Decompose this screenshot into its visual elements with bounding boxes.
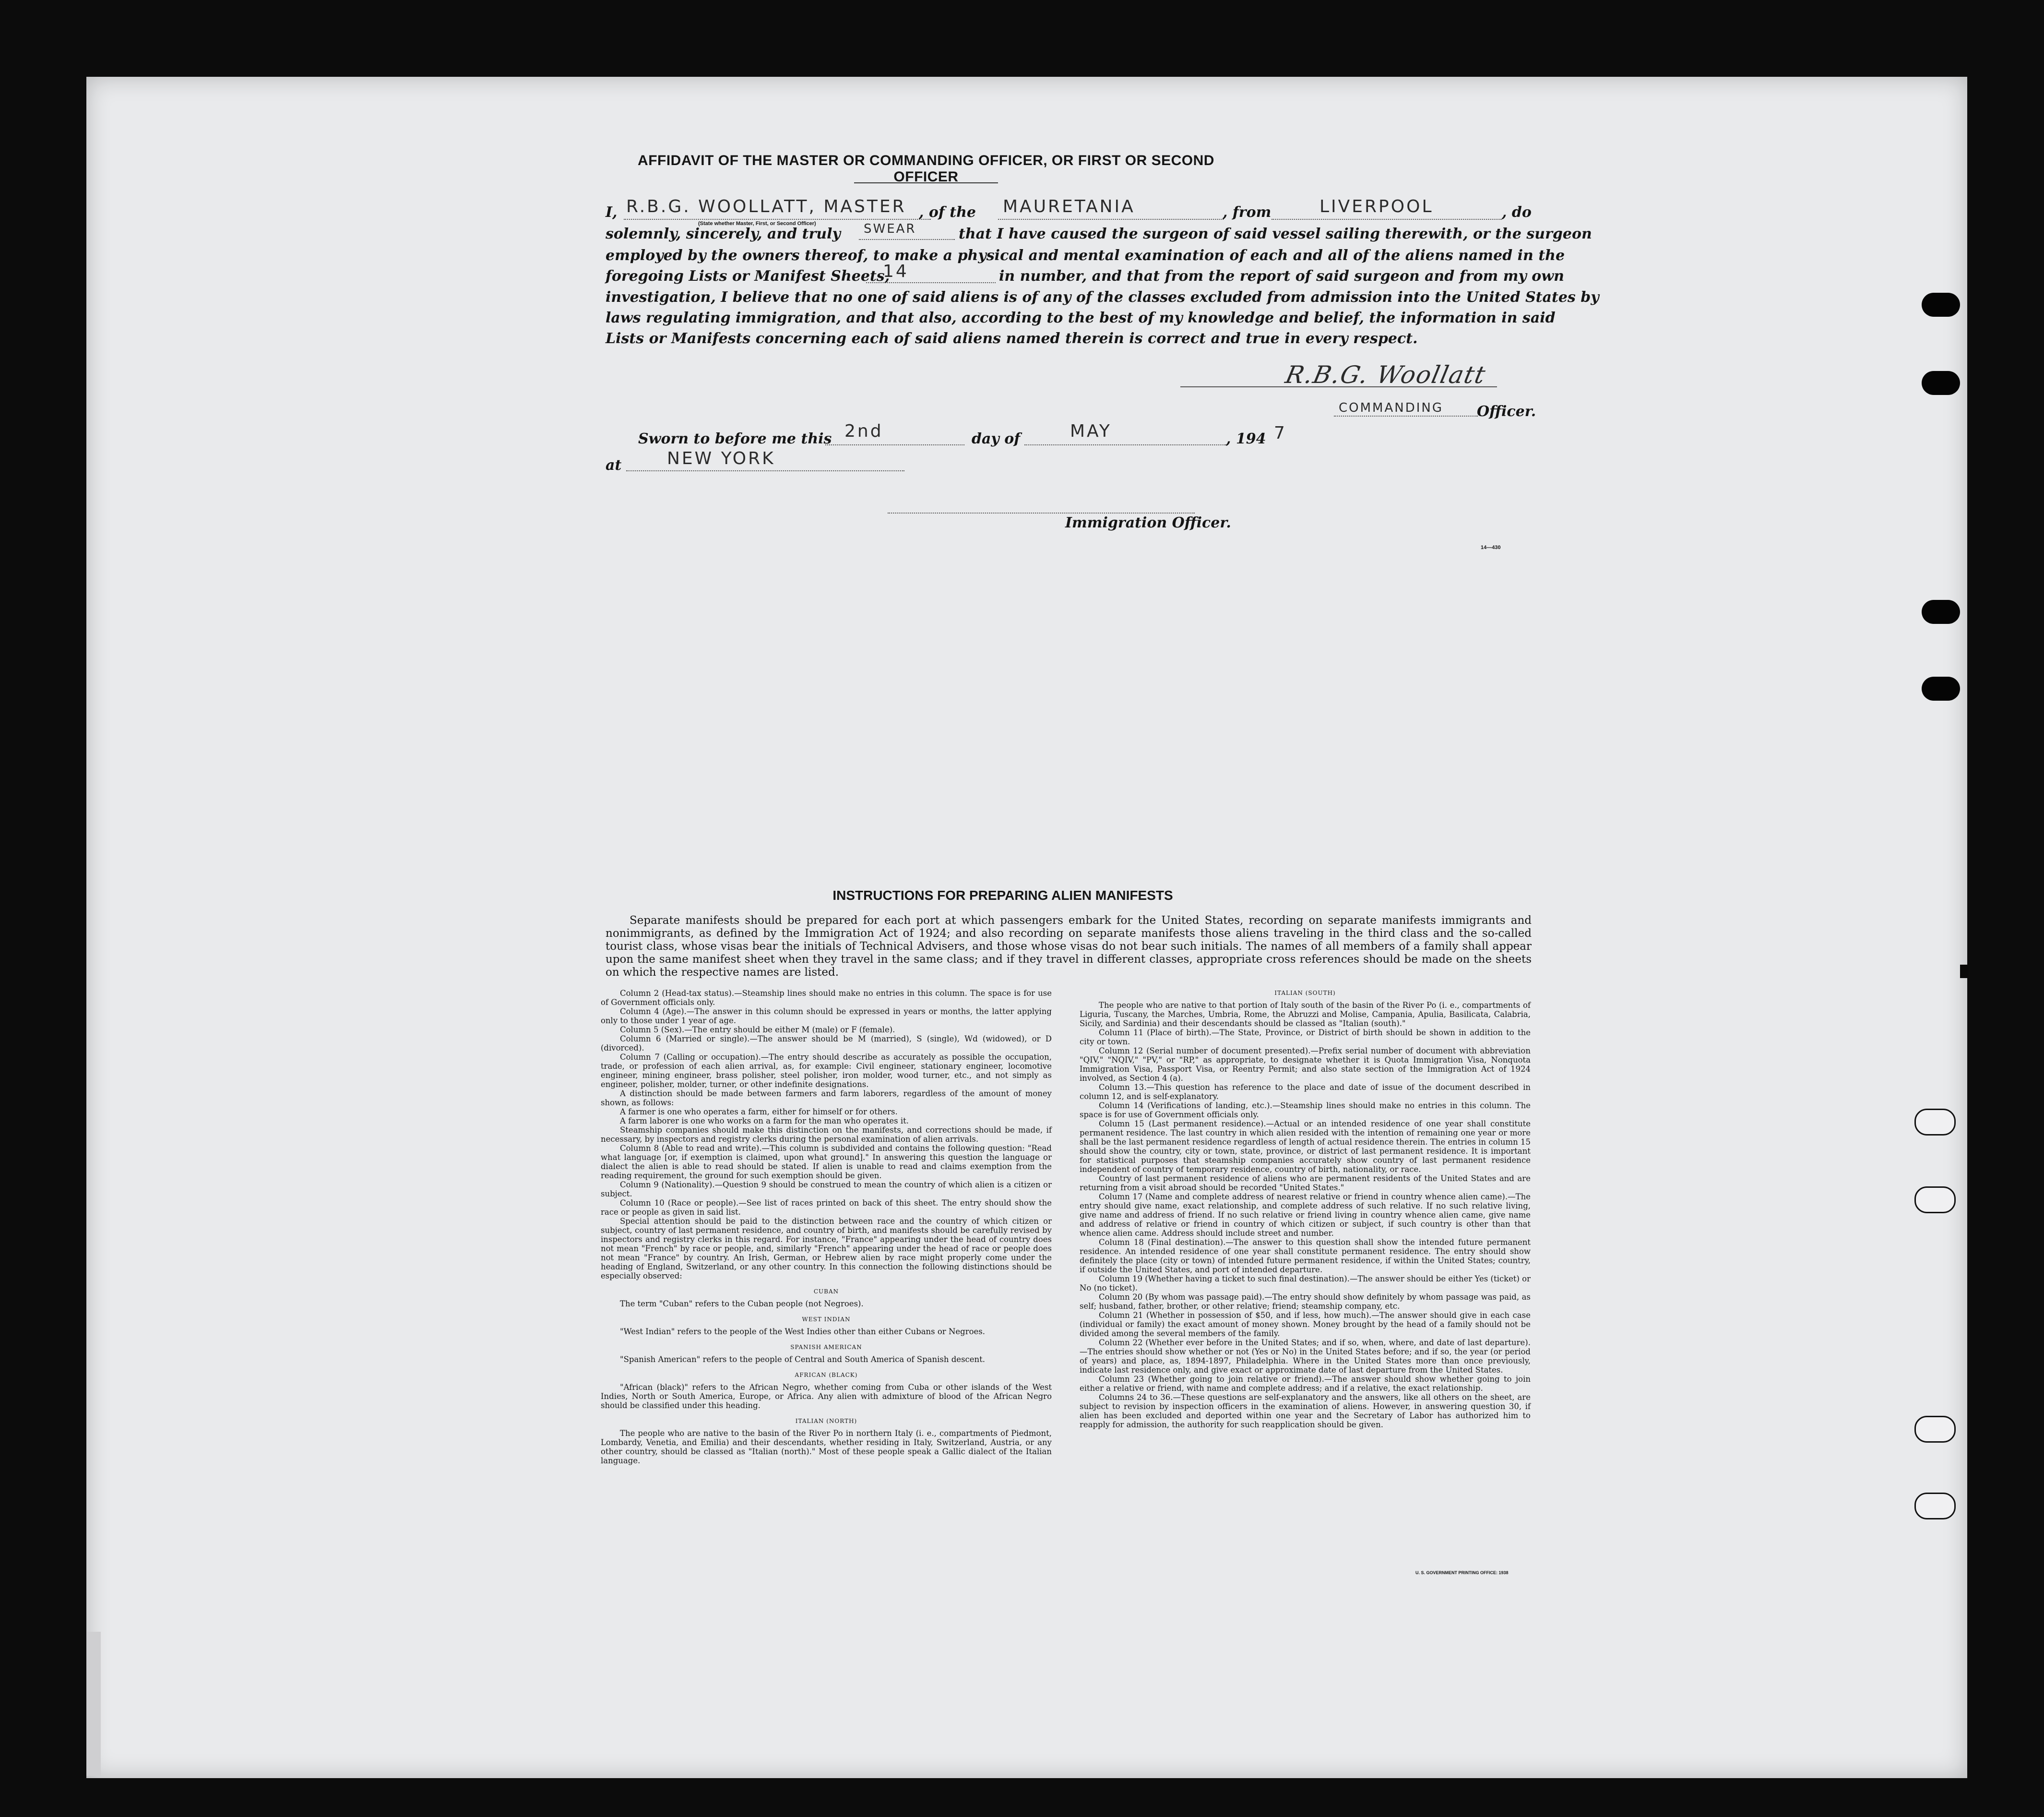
text-west-indian: "West Indian" refers to the people of the West Indies other than either Cubans or Negroes. bbox=[620, 1327, 986, 1336]
punch-hole bbox=[1922, 293, 1960, 317]
word-officer: Officer. bbox=[1477, 403, 1536, 420]
instruction-paragraph: Column 8 (Able to read and write).—This column is subdivided and contains the following question: "Read what language [or, if exemption is claimed, upon what ground]." In answering this question the language or dialect the alien is able to read should be stated. If alien is unable to read and claims exemption from the reading requirement, the ground for such exemption should be given. bbox=[601, 1144, 1052, 1180]
sworn-day: 2nd bbox=[844, 421, 883, 441]
line-2b: that I have caused the surgeon of said vessel sailing therewith, or the surgeon bbox=[959, 226, 1592, 242]
sworn-year-digit: 7 bbox=[1274, 423, 1287, 443]
instruction-paragraph: Columns 24 to 36.—These questions are self-explanatory and the answers, like all others on the sheet, are subject to revision by inspection officers in the examination of aliens. However, in answering question 30, if alien has been excluded and deported within one year and the Secretary of Labor has authorized him to reapply for admission, the authority for such reapplication should be given. bbox=[1080, 1393, 1531, 1429]
vessel-line bbox=[998, 219, 1224, 220]
affidavit-title: AFFIDAVIT OF THE MASTER OR COMMANDING OFFICER, OR FIRST OR SECOND OFFICER bbox=[638, 153, 1214, 185]
word-from: , from bbox=[1223, 204, 1272, 221]
word-do: , do bbox=[1502, 204, 1532, 221]
heading-west-indian: WEST INDIAN bbox=[802, 1316, 851, 1323]
sworn-place-line bbox=[626, 470, 904, 471]
ink-mark bbox=[1960, 965, 1969, 978]
word-immigration-officer: Immigration Officer. bbox=[1065, 514, 1231, 531]
instructions-intro: Separate manifests should be prepared for each port at which passengers embark for the United States, recording on separate manifests immigrants and nonimmigrants, as defined by the Immigration Act of 1924; and also recording on separate manifests those aliens traveling in the third class and the so-called tourist class, whose visas bear the initials of Technical Advisers, and those whose visas do not bear such initials. The names of all members of a family shall appear upon the same manifest sheet when they travel in the same class; and if they travel in different classes, appropriate cross references should be made on the sheets on which the respective names are listed. bbox=[606, 914, 1532, 979]
vessel-name: MAURETANIA bbox=[1003, 197, 1135, 216]
instruction-paragraph: Country of last permanent residence of aliens who are permanent residents of the United States and are returning from a visit abroad should be recorded "United States." bbox=[1080, 1174, 1531, 1192]
instruction-paragraph: A farm laborer is one who works on a farm for the man who operates it. bbox=[620, 1116, 909, 1125]
signature: R.B.G. Woollatt bbox=[1283, 361, 1489, 389]
heading-cuban: CUBAN bbox=[813, 1288, 839, 1295]
line-5: investigation, I believe that no one of said aliens is of any of the classes excluded from admission into the United States by bbox=[606, 289, 1599, 306]
instruction-paragraph: Column 17 (Name and complete address of nearest relative or friend in country whence alien came).—The entry should give name, exact relationship, and complete address of such relative. If no such relative living, give name and address of friend. If no such relative or friend living in country whence alien came, give name and address of relative or friend in country of which citizen or subject, if such country is other than that whence alien came. Address should include street and number. bbox=[1080, 1192, 1531, 1238]
heading-italian-north: ITALIAN (NORTH) bbox=[795, 1418, 857, 1424]
instruction-paragraph: Column 21 (Whether in possession of $50, and if less, how much).—The answer should give in each case (individual or family) the exact amount of money shown. Money brought by the head of a family should not be divided among the several members of the family. bbox=[1080, 1311, 1531, 1338]
instruction-paragraph: A distinction should be made between farmers and farm laborers, regardless of the amount of money shown, as follows: bbox=[601, 1089, 1052, 1107]
oath-line bbox=[859, 239, 955, 240]
text-cuban: The term "Cuban" refers to the Cuban people (not Negroes). bbox=[620, 1299, 864, 1308]
punch-hole bbox=[1914, 1109, 1956, 1136]
master-name-line bbox=[624, 219, 931, 220]
instructions-right-column bbox=[1080, 989, 1531, 1429]
port-line bbox=[1272, 219, 1502, 220]
punch-hole bbox=[1914, 1493, 1956, 1519]
punch-hole bbox=[1922, 677, 1960, 701]
officer-rank: COMMANDING bbox=[1339, 401, 1444, 415]
text-african: "African (black)" refers to the African Negro, whether coming from Cuba or other islands of the West Indies, North or South America, Europe, or Africa. Any alien with admixture of blood of the African Negro should be classified under this heading. bbox=[601, 1383, 1052, 1410]
instruction-paragraph: Column 23 (Whether going to join relative or friend).—The answer should show whether going to join either a relative or friend, with name and complete address; and if a relative, the exact relationship. bbox=[1080, 1375, 1531, 1393]
port-name: LIVERPOOL bbox=[1319, 197, 1434, 216]
instruction-paragraph: Column 11 (Place of birth).—The State, Province, or District of birth should be shown in addition to the city or town. bbox=[1080, 1028, 1531, 1046]
line-4b: in number, and that from the report of said surgeon and from my own bbox=[999, 268, 1564, 285]
instruction-paragraph: Column 9 (Nationality).—Question 9 should be construed to mean the country of which alien is a citizen or subject. bbox=[601, 1180, 1052, 1198]
word-of-the: , of the bbox=[919, 204, 976, 221]
instruction-paragraph: Column 20 (By whom was passage paid).—The entry should show definitely by whom passage was paid, as self; husband, father, brother, or other relative; friend; steamship company, etc. bbox=[1080, 1292, 1531, 1311]
sworn-month: MAY bbox=[1070, 421, 1112, 441]
instruction-paragraph: Special attention should be paid to the distinction between race and the country of which citizen or subject, country of last permanent residence, and country of birth, and manifests should be carefully revised by inspectors and registry clerks in this regard. For instance, "France" appearing under the head of country does not mean "French" by race or people, and, similarly "French" appearing under the head of race or people does not mean "France" by country. An Irish, German, or Hebrew alien by race might properly come under the heading of England, Switzerland, or any other country. In this connection the following distinctions should be especially observed: bbox=[601, 1217, 1052, 1280]
instruction-paragraph: Steamship companies should make this distinction on the manifests, and corrections should be made, if necessary, by inspectors and registry clerks during the personal examination of alien arrivals. bbox=[601, 1125, 1052, 1144]
title-underline bbox=[854, 182, 998, 183]
text-spanish-american: "Spanish American" refers to the people of Central and South America of Spanish descent. bbox=[620, 1355, 986, 1364]
instruction-paragraph: Column 19 (Whether having a ticket to such final destination).—The answer should be either Yes (ticket) or No (no ticket). bbox=[1080, 1274, 1531, 1292]
heading-spanish-american: SPANISH AMERICAN bbox=[790, 1344, 862, 1351]
form-number: 14—430 bbox=[1481, 545, 1501, 550]
instruction-paragraph: Column 5 (Sex).—The entry should be either M (male) or F (female). bbox=[620, 1025, 895, 1034]
oath-word: SWEAR bbox=[864, 222, 916, 236]
instruction-paragraph: Column 2 (Head-tax status).—Steamship lines should make no entries in this column. The space is for use of Government officials only. bbox=[601, 989, 1052, 1007]
printer-imprint: U. S. GOVERNMENT PRINTING OFFICE: 1938 bbox=[1415, 1570, 1509, 1575]
instruction-paragraph: Column 12 (Serial number of document presented).—Prefix serial number of document with abbreviation "QIV," "NQIV," "PV," or "RP," as appropriate, to designate whether it is Quota Immigration Visa, Nonquota Immigration Visa, Passport Visa, or Reentry Permit; and also state section of the Immigration Act of 1924 involved, as Section 4 (a). bbox=[1080, 1046, 1531, 1083]
punch-hole bbox=[1914, 1186, 1956, 1213]
immigration-officer-line bbox=[888, 513, 1195, 514]
heading-italian-south: ITALIAN (SOUTH) bbox=[1274, 990, 1336, 996]
instruction-paragraph: Column 18 (Final destination).—The answer to this question shall show the intended future permanent residence. An intended residence of one year shall constitute permanent residence. The entry should show definitely the place (city or town) of intended future permanent residence, if within the United States; country, if outside the United States, and port of intended departure. bbox=[1080, 1238, 1531, 1274]
instruction-paragraph: Column 7 (Calling or occupation).—The entry should describe as accurately as possible the occupation, trade, or profession of each alien arrival, as, for example: Civil engineer, stationary engineer, locomotive engineer, mining engineer, brass polisher, steel polisher, iron molder, wood turner, etc., and not simply as engineer, polisher, molder, turner, or other indefinite designations. bbox=[601, 1052, 1052, 1089]
signature-line bbox=[1180, 386, 1497, 387]
heading-african: AFRICAN (BLACK) bbox=[795, 1372, 858, 1378]
master-name: R.B.G. WOOLLATT, MASTER bbox=[626, 197, 906, 216]
instruction-paragraph: Column 4 (Age).—The answer in this column should be expressed in years or months, the latter applying only to those under 1 year of age. bbox=[601, 1007, 1052, 1025]
sworn-month-line bbox=[1024, 444, 1226, 445]
punch-hole bbox=[1922, 371, 1960, 395]
instruction-paragraph: Column 15 (Last permanent residence).—Actual or an intended residence of one year shall constitute permanent residence. The last country in which alien resided with the intention of remaining one year or more shall be the last permanent residence regardless of length of actual residence therein. The entries in column 15 should show the country, city or town, state, province, or district of last permanent residence. It is important for statistical purposes that steamship companies accurately show country of last permanent residence independent of country of temporary residence, country of birth, nationality, or race. bbox=[1080, 1119, 1531, 1174]
instruction-paragraph: Column 14 (Verifications of landing, etc.).—Steamship lines should make no entries in this column. The space is for use of Government officials only. bbox=[1080, 1101, 1531, 1119]
punch-hole bbox=[1922, 600, 1960, 624]
officer-rank-line bbox=[1334, 416, 1478, 417]
line-2a: solemnly, sincerely, and truly bbox=[606, 226, 841, 242]
sworn-place: NEW YORK bbox=[667, 449, 775, 468]
sheet-torn-edge bbox=[86, 1632, 101, 1776]
line-3: employed by the owners thereof, to make a physical and mental examination of each and all of the aliens named in the bbox=[606, 247, 1565, 264]
instructions-left-column bbox=[601, 989, 1052, 1465]
sheet-count-line bbox=[866, 282, 996, 283]
instruction-paragraph: A farmer is one who operates a farm, either for himself or for others. bbox=[620, 1107, 898, 1116]
line-4a: foregoing Lists or Manifest Sheets, bbox=[606, 268, 890, 285]
word-i: I, bbox=[606, 204, 618, 221]
instructions-title: INSTRUCTIONS FOR PREPARING ALIEN MANIFESTS bbox=[832, 888, 1173, 903]
text-italian-north: The people who are native to the basin of the River Po in northern Italy (i. e., compartments of Piedmont, Lombardy, Venetia, and Emilia) and their descendants, whether residing in Italy, Switzerland, Austria, or any other country, should be classed as "Italian (north)." Most of these people speak a Gallic dialect of the Italian language. bbox=[601, 1429, 1052, 1465]
instruction-paragraph: The people who are native to that portion of Italy south of the basin of the River Po (i. e., compartments of Liguria, Tuscany, the Marches, Umbria, Rome, the Abruzzi and Molise, Campania, Apulia, Basilicata, Calabria, Sicily, and Sardinia) and their descendants should be classed as "Italian (south)." bbox=[1080, 1001, 1531, 1028]
sheet-count: 14 bbox=[883, 262, 909, 281]
line-6: laws regulating immigration, and that also, according to the best of my knowledge and belief, the information in said bbox=[606, 310, 1556, 326]
instruction-paragraph: Column 13.—This question has reference to the place and date of issue of the document described in column 12, and is self-explanatory. bbox=[1080, 1083, 1531, 1101]
word-year: , 194 bbox=[1226, 430, 1266, 447]
punch-hole bbox=[1914, 1416, 1956, 1443]
word-sworn: Sworn to before me this bbox=[638, 430, 832, 447]
word-at: at bbox=[606, 457, 622, 474]
word-day-of: day of bbox=[972, 430, 1021, 447]
instruction-paragraph: Column 22 (Whether ever before in the United States; and if so, when, where, and date of last departure).—The entries should show whether or not (Yes or No) in the United States before; and if so, the year (or period of years) and place, as, 1894-1897, Philadelphia. Where in the United States more than once previously, indicate last residence only, and give exact or approximate date of last departure from the United States. bbox=[1080, 1338, 1531, 1375]
state-note: (State whether Master, First, or Second Officer) bbox=[698, 221, 816, 227]
instruction-paragraph: Column 6 (Married or single).—The answer should be M (married), S (single), Wd (widowed), or D (divorced). bbox=[601, 1034, 1052, 1052]
line-7: Lists or Manifests concerning each of said aliens named therein is correct and true in every respect. bbox=[606, 330, 1418, 347]
sworn-day-line bbox=[825, 444, 964, 445]
instruction-paragraph: Column 10 (Race or people).—See list of races printed on back of this sheet. The entry should show the race or people as given in said list. bbox=[601, 1198, 1052, 1217]
